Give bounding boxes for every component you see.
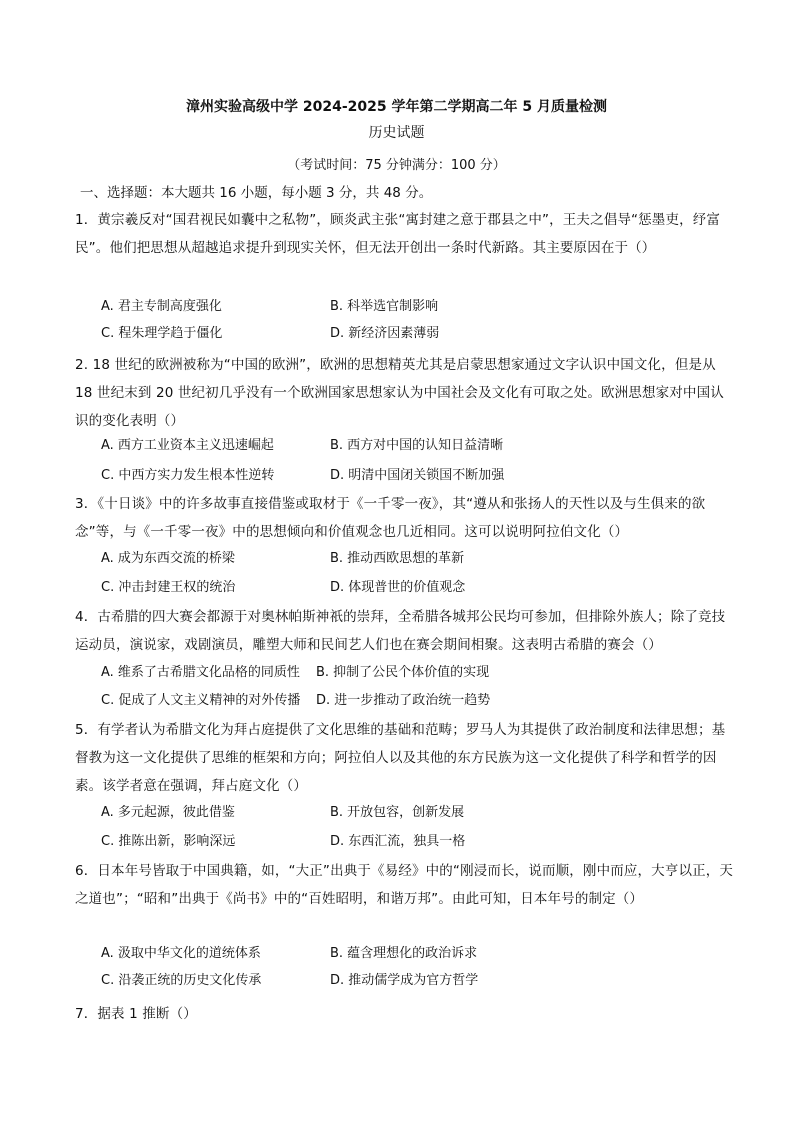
question-4-option-c: C. 促成了人文主义精神的对外传播 bbox=[101, 693, 301, 708]
question-2-option-c: C. 中西方实力发生根本性逆转 bbox=[101, 468, 275, 483]
question-3-option-d: D. 体现普世的价值观念 bbox=[330, 580, 466, 595]
question-3-stem: 3．《十日谈》中的许多故事直接借鉴或取材于《一千零一夜》，其“遵从和张扬人的天性以及与生俱来的欲念”等，与《一千零一夜》中的思想倾向和价值观念也几近相同。这可以说明阿拉伯文化（） bbox=[75, 496, 706, 540]
question-5-option-c: C. 推陈出新，影响深远 bbox=[101, 834, 236, 849]
question-5-option-b: B. 开放包容，创新发展 bbox=[330, 805, 465, 820]
question-6-option-c: C. 沿袭正统的历史文化传承 bbox=[101, 973, 262, 988]
question-3-option-a: A. 成为东西交流的桥梁 bbox=[101, 551, 235, 566]
question-3-option-b: B. 推动西欧思想的革新 bbox=[330, 551, 465, 566]
question-4-option-a: A. 维系了古希腊文化品格的同质性 bbox=[101, 665, 300, 680]
question-4-stem: 4．古希腊的四大赛会都源于对奥林帕斯神祇的崇拜，全希腊各城邦公民均可参加，但排除外族人；除了竞技运动员，演说家，戏剧演员，雕塑大师和民间艺人们也在赛会期间相聚。这表明古希腊的赛会（） bbox=[75, 609, 726, 653]
question-1-option-c: C. 程朱理学趋于僵化 bbox=[101, 326, 223, 341]
question-6-stem: 6．日本年号皆取于中国典籍，如，“大正”出典于《易经》中的“刚浸而长，说而顺，刚中而应，大亨以正，天之道也”；“昭和”出典于《尚书》中的“百姓昭明，和谐万邦”。由此可知，日本年号的制定（） bbox=[75, 863, 734, 907]
exam-info: （考试时间：75 分钟满分：100 分） bbox=[287, 158, 506, 173]
question-1-option-b: B. 科举选官制影响 bbox=[330, 299, 439, 314]
question-2-stem: 2. 18 世纪的欧洲被称为“中国的欧洲”，欧洲的思想精英尤其是启蒙思想家通过文字认识中国文化，但是从 18 世纪末到 20 世纪初几乎没有一个欧洲国家思想家认为中国社会及文化有可取之处。欧洲思想家对中国认识的变化表明（） bbox=[75, 357, 724, 429]
question-2-option-b: B. 西方对中国的认知日益清晰 bbox=[330, 438, 504, 453]
question-4-option-b: B. 抑制了公民个体价值的实现 bbox=[316, 665, 490, 680]
question-1-stem: 1．黄宗羲反对“国君视民如囊中之私物”，顾炎武主张“寓封建之意于郡县之中”，王夫之倡导“惩墨吏，纾富民”。他们把思想从超越追求提升到现实关怀，但无法开创出一条时代新路。其主要原因在于（） bbox=[75, 212, 721, 256]
question-1-option-d: D. 新经济因素薄弱 bbox=[330, 326, 440, 341]
question-4-option-d: D. 进一步推动了政治统一趋势 bbox=[316, 693, 491, 708]
question-6-option-a: A. 汲取中华文化的道统体系 bbox=[101, 946, 261, 961]
exam-subtitle: 历史试题 bbox=[368, 125, 425, 141]
question-1-option-a: A. 君主专制高度强化 bbox=[101, 299, 222, 314]
section-title: 一、选择题：本大题共 16 小题，每小题 3 分，共 48 分。 bbox=[80, 185, 433, 201]
question-2-option-d: D. 明清中国闭关锁国不断加强 bbox=[330, 468, 505, 483]
question-2-option-a: A. 西方工业资本主义迅速崛起 bbox=[101, 438, 274, 453]
question-3-option-c: C. 冲击封建王权的统治 bbox=[101, 580, 236, 595]
question-7-stem: 7．据表 1 推断（） bbox=[75, 1006, 197, 1022]
question-6-option-d: D. 推动儒学成为官方哲学 bbox=[330, 973, 479, 988]
exam-title: 漳州实验高级中学 2024-2025 学年第二学期高二年 5 月质量检测 bbox=[186, 99, 607, 115]
question-5-option-d: D. 东西汇流，独具一格 bbox=[330, 834, 466, 849]
question-5-option-a: A. 多元起源，彼此借鉴 bbox=[101, 805, 235, 820]
question-5-stem: 5．有学者认为希腊文化为拜占庭提供了文化思维的基础和范畴；罗马人为其提供了政治制度和法律思想；基督教为这一文化提供了思维的框架和方向；阿拉伯人以及其他的东方民族为这一文化提供了科学和哲学的因素。该学者意在强调，拜占庭文化（） bbox=[75, 722, 726, 794]
question-6-option-b: B. 蕴含理想化的政治诉求 bbox=[330, 946, 478, 961]
